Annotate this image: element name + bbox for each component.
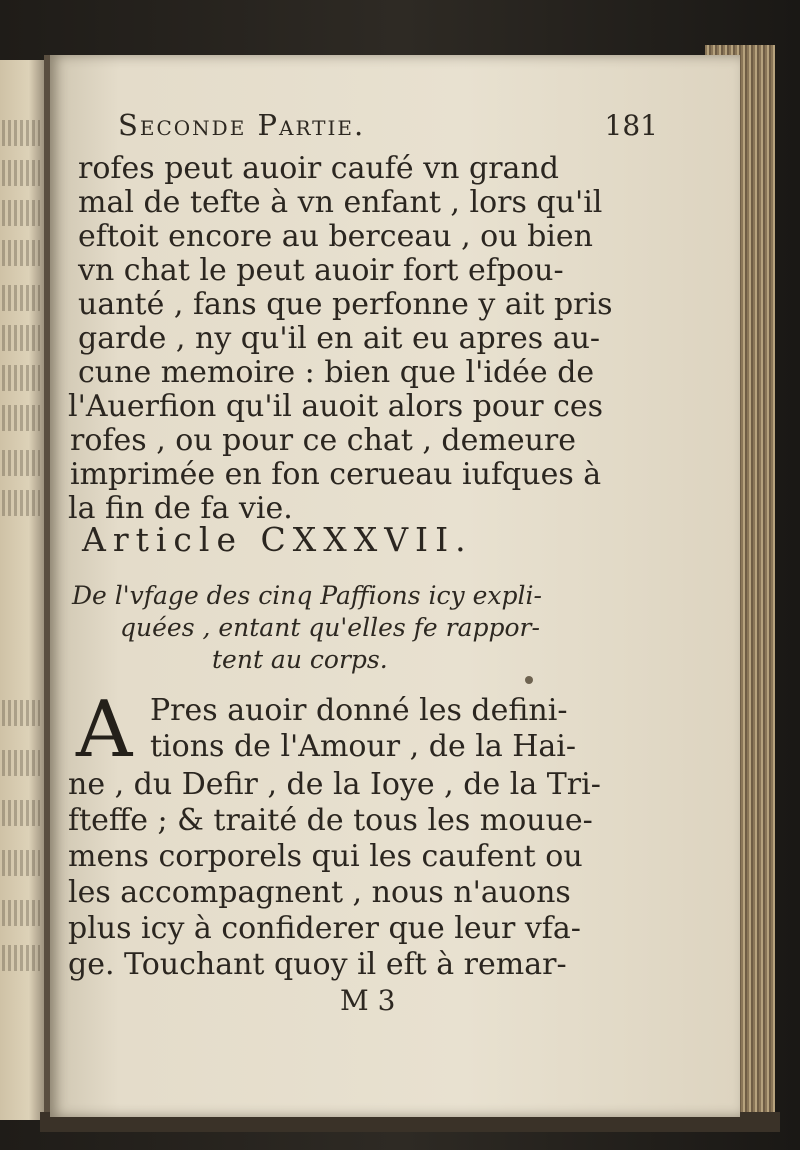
text-line: fteffe ; & traité de tous les mouue- <box>68 803 593 838</box>
text-line: rofes peut auoir caufé vn grand <box>78 151 559 186</box>
text-line: imprimée en fon cerueau iufques à <box>70 457 602 492</box>
text-line: Pres auoir donné les defini- <box>150 693 568 728</box>
article-summary-line: De l'vfage des cinq Paffions icy expli- <box>72 581 542 610</box>
text-line: eftoit encore au berceau , ou bien <box>78 219 593 254</box>
text-line: ne , du Defir , de la Ioye , de la Tri- <box>68 767 601 802</box>
article-heading: Article CXXXVII. <box>82 520 473 559</box>
text-line: mal de tefte à vn enfant , lors qu'il <box>78 185 603 220</box>
text-line: uanté , fans que perfonne y ait pris <box>78 287 613 322</box>
text-line: rofes , ou pour ce chat , demeure <box>70 423 576 458</box>
page-header <box>118 108 658 152</box>
running-head: Seconde Partie. <box>118 108 366 142</box>
text-line: vn chat le peut auoir fort efpou- <box>78 253 564 288</box>
text-line: cune memoire : bien que l'idée de <box>78 355 595 390</box>
page-number: 181 <box>604 109 658 142</box>
signature-mark: M 3 <box>340 984 396 1017</box>
text-line: tions de l'Amour , de la Hai- <box>150 729 577 764</box>
article-summary-line: tent au corps. <box>212 645 388 674</box>
text-line: ge. Touchant quoy il eft à remar- <box>68 947 567 982</box>
article-summary-line: quées , entant qu'elles fe rappor- <box>120 613 540 642</box>
drop-cap-initial: A <box>76 685 133 775</box>
text-line: les accompagnent , nous n'auons <box>68 875 571 910</box>
text-line: la fin de fa vie. <box>68 491 293 526</box>
text-line: mens corporels qui les caufent ou <box>68 839 583 874</box>
text-line: garde , ny qu'il en ait eu apres au- <box>78 321 601 356</box>
paper-spot <box>525 676 533 684</box>
text-line: l'Auerfion qu'il auoit alors pour ces <box>68 389 604 424</box>
text-line: plus icy à confiderer que leur vfa- <box>68 911 581 946</box>
